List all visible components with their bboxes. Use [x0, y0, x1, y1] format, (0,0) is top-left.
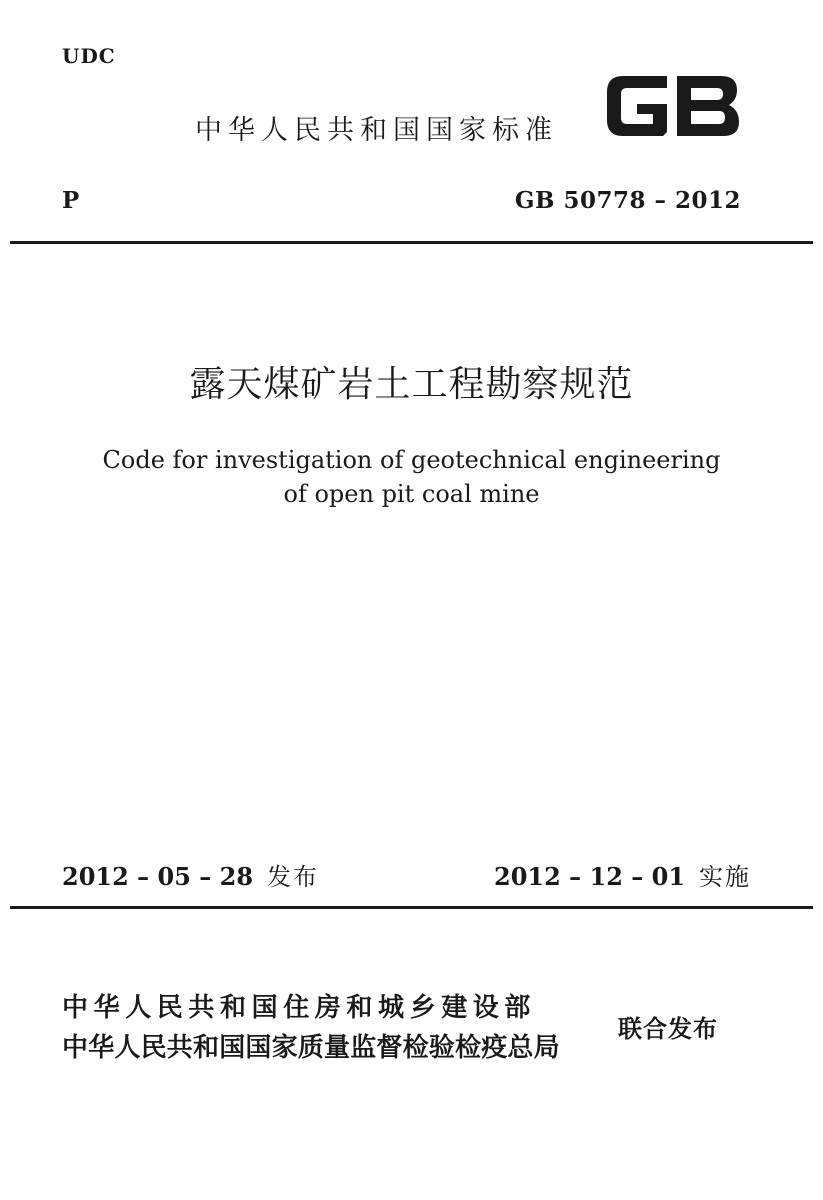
- joint-issue-label: 联合发布: [618, 1015, 718, 1043]
- issuer-line-2: 中华人民共和国国家质量监督检验检疫总局: [62, 1033, 560, 1063]
- top-divider: [10, 241, 813, 244]
- issuer-line-1: 中华人民共和国住房和城乡建设部: [62, 993, 537, 1023]
- effective-date: 2012 – 12 – 01: [494, 862, 686, 891]
- title-english-line-1: Code for investigation of geotechnical engineering: [102, 446, 721, 474]
- bottom-divider: [10, 906, 813, 909]
- issue-label: 发布: [267, 863, 320, 891]
- title-english: [0, 443, 823, 511]
- issue-date-group: [62, 857, 319, 892]
- standard-number: GB 50778 – 2012: [514, 187, 741, 214]
- issuer-list: [62, 988, 560, 1068]
- title-english-line-2: of open pit coal mine: [283, 480, 540, 508]
- effective-date-group: [494, 857, 751, 892]
- effective-label: 实施: [699, 863, 752, 891]
- udc-label: UDC: [62, 44, 116, 68]
- national-standard-heading: 中华人民共和国国家标准: [195, 115, 558, 146]
- title-chinese: 露天煤矿岩土工程勘察规范: [189, 364, 634, 405]
- gb-logo: [603, 70, 743, 142]
- issue-date: 2012 – 05 – 28: [62, 862, 254, 891]
- category-code: P: [62, 187, 80, 214]
